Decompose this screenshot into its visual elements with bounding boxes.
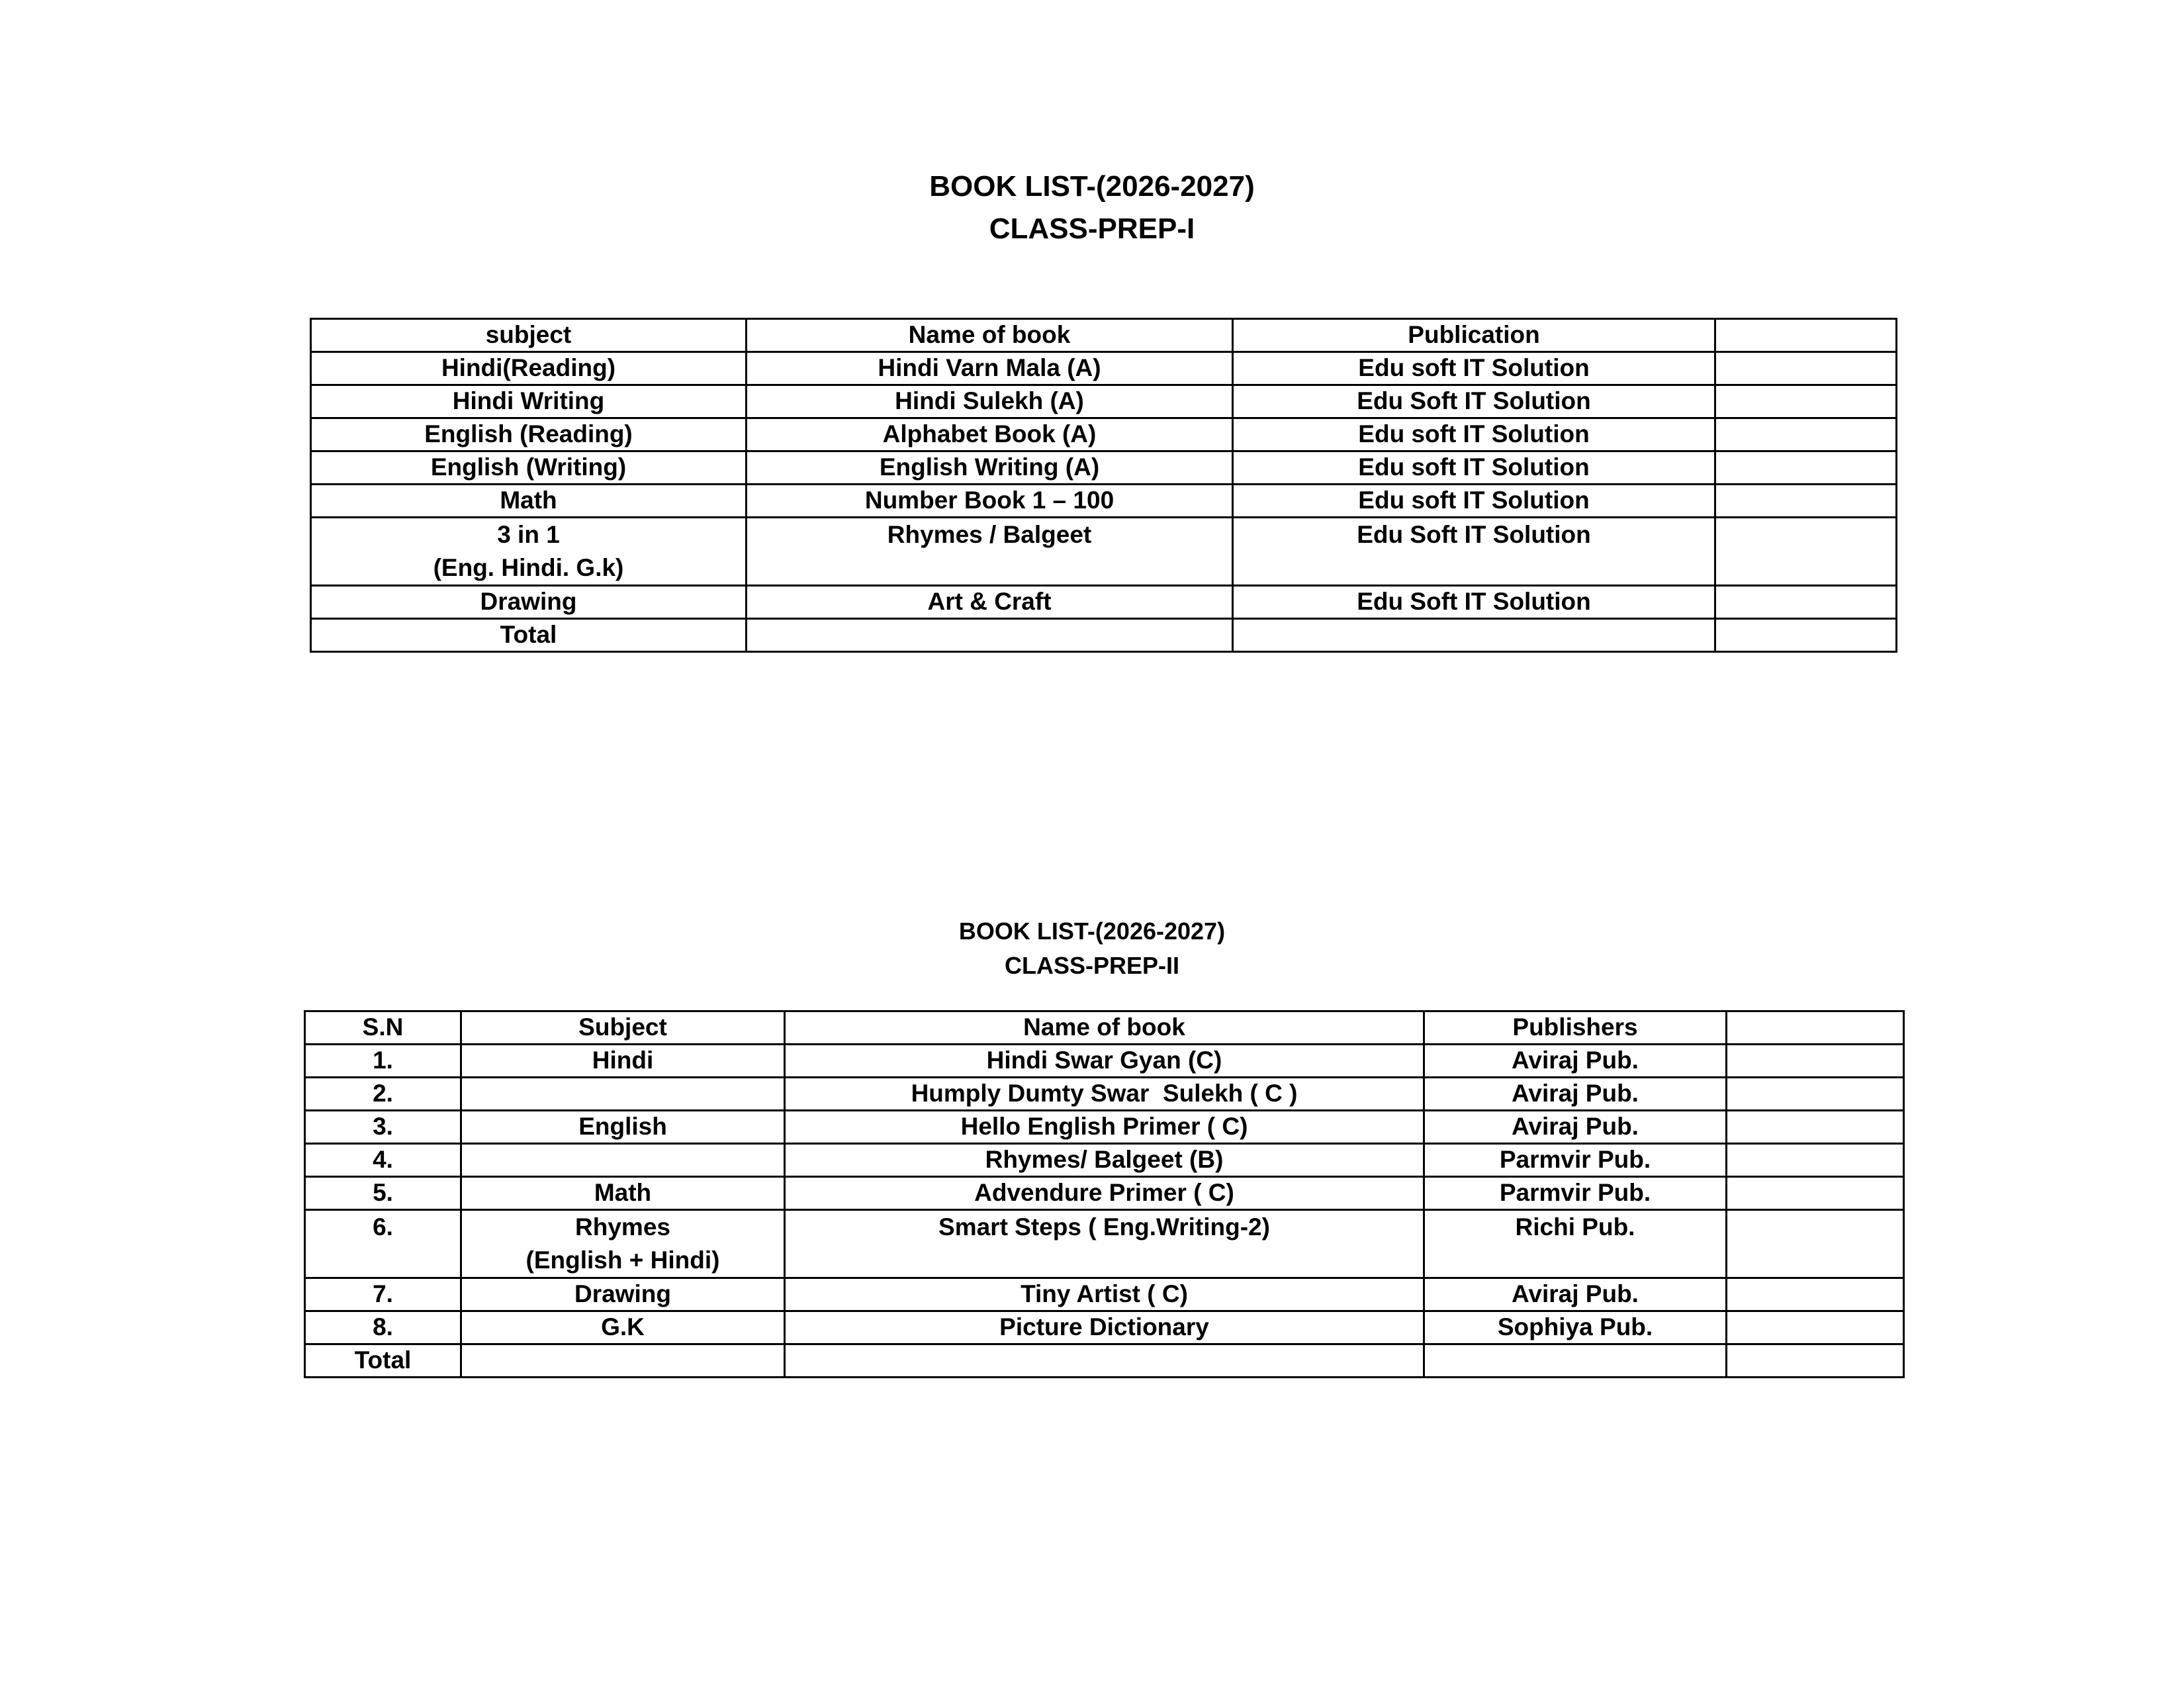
cell-book-name: Rhymes / Balgeet (747, 518, 1233, 586)
header-serial: S.N (305, 1011, 461, 1045)
cell-blank (1233, 619, 1715, 652)
table-row (305, 1210, 1904, 1278)
cell-publication: Edu soft IT Solution (1233, 485, 1715, 518)
cell-blank (1715, 352, 1897, 385)
cell-blank (1727, 1045, 1904, 1078)
header-blank (1715, 319, 1897, 352)
table-row (305, 1111, 1904, 1144)
cell-blank (1727, 1177, 1904, 1210)
cell-serial: 5. (305, 1177, 461, 1210)
cell-book-name: Art & Craft (747, 586, 1233, 619)
cell-subject: Hindi Writing (311, 385, 747, 418)
cell-book-name: Advendure Primer ( C) (785, 1177, 1424, 1210)
header-book-name: Name of book (785, 1011, 1424, 1045)
table-row (311, 451, 1897, 485)
table-row (305, 1045, 1904, 1078)
header-subject: subject (311, 319, 747, 352)
cell-total-label: Total (311, 619, 747, 652)
cell-total-label: Total (305, 1344, 461, 1378)
cell-book-name: Number Book 1 – 100 (747, 485, 1233, 518)
cell-subject: 3 in 1 (Eng. Hindi. G.k) (311, 518, 747, 586)
book-list-2-class: CLASS-PREP-II (1004, 952, 1180, 979)
table-header-row (305, 1011, 1904, 1045)
cell-blank (1715, 451, 1897, 485)
cell-subject (461, 1144, 785, 1177)
book-list-2-heading (0, 917, 2184, 986)
book-list-2-table (304, 1010, 1905, 1378)
cell-book-name: Smart Steps ( Eng.Writing-2) (785, 1210, 1424, 1278)
cell-book-name: Hindi Swar Gyan (C) (785, 1045, 1424, 1078)
table-row (305, 1278, 1904, 1311)
cell-publisher: Parmvir Pub. (1424, 1177, 1727, 1210)
cell-blank (1727, 1078, 1904, 1111)
cell-blank (1715, 385, 1897, 418)
cell-serial: 7. (305, 1278, 461, 1311)
cell-book-name: Tiny Artist ( C) (785, 1278, 1424, 1311)
cell-publisher: Richi Pub. (1424, 1210, 1727, 1278)
cell-subject: English (Writing) (311, 451, 747, 485)
header-subject: Subject (461, 1011, 785, 1045)
total-row (311, 619, 1897, 652)
cell-blank (1727, 1311, 1904, 1344)
cell-blank (785, 1344, 1424, 1378)
cell-serial: 4. (305, 1144, 461, 1177)
cell-book-name: Rhymes/ Balgeet (B) (785, 1144, 1424, 1177)
header-book-name: Name of book (747, 319, 1233, 352)
table-row (305, 1177, 1904, 1210)
cell-blank (1727, 1111, 1904, 1144)
cell-blank (1715, 485, 1897, 518)
cell-blank (1715, 518, 1897, 586)
cell-publisher: Sophiya Pub. (1424, 1311, 1727, 1344)
cell-blank (1727, 1278, 1904, 1311)
table-row (311, 518, 1897, 586)
book-list-1-title: BOOK LIST-(2026-2027) (929, 170, 1255, 203)
cell-blank (1727, 1144, 1904, 1177)
cell-subject: English (461, 1111, 785, 1144)
cell-book-name: Alphabet Book (A) (747, 418, 1233, 451)
cell-blank (1715, 586, 1897, 619)
cell-serial: 2. (305, 1078, 461, 1111)
cell-book-name: Hindi Varn Mala (A) (747, 352, 1233, 385)
header-publication: Publication (1233, 319, 1715, 352)
table-row (305, 1144, 1904, 1177)
cell-subject: Drawing (311, 586, 747, 619)
cell-book-name: Hindi Sulekh (A) (747, 385, 1233, 418)
cell-blank (1715, 418, 1897, 451)
cell-publication: Edu soft IT Solution (1233, 451, 1715, 485)
table-row (311, 352, 1897, 385)
cell-publication: Edu Soft IT Solution (1233, 518, 1715, 586)
cell-book-name: Hello English Primer ( C) (785, 1111, 1424, 1144)
table-row (311, 385, 1897, 418)
cell-publisher: Aviraj Pub. (1424, 1078, 1727, 1111)
cell-subject (461, 1078, 785, 1111)
cell-blank (1727, 1344, 1904, 1378)
cell-serial: 8. (305, 1311, 461, 1344)
cell-serial: 1. (305, 1045, 461, 1078)
cell-publication: Edu soft IT Solution (1233, 352, 1715, 385)
cell-publisher: Aviraj Pub. (1424, 1278, 1727, 1311)
cell-publisher: Aviraj Pub. (1424, 1111, 1727, 1144)
table-row (311, 586, 1897, 619)
cell-subject: G.K (461, 1311, 785, 1344)
table-row (311, 418, 1897, 451)
cell-serial: 3. (305, 1111, 461, 1144)
cell-blank (461, 1344, 785, 1378)
cell-publisher: Aviraj Pub. (1424, 1045, 1727, 1078)
cell-subject: Hindi (461, 1045, 785, 1078)
cell-publication: Edu Soft IT Solution (1233, 586, 1715, 619)
cell-subject: Rhymes (English + Hindi) (461, 1210, 785, 1278)
cell-subject: Drawing (461, 1278, 785, 1311)
book-list-1-heading (0, 169, 2184, 254)
cell-blank (1727, 1210, 1904, 1278)
table-row (305, 1078, 1904, 1111)
cell-subject: Hindi(Reading) (311, 352, 747, 385)
total-row (305, 1344, 1904, 1378)
book-list-1-table (310, 318, 1897, 653)
cell-serial: 6. (305, 1210, 461, 1278)
cell-book-name: Humply Dumty Swar Sulekh ( C ) (785, 1078, 1424, 1111)
cell-blank (1424, 1344, 1727, 1378)
cell-publication: Edu Soft IT Solution (1233, 385, 1715, 418)
table-header-row (311, 319, 1897, 352)
table-row (311, 485, 1897, 518)
cell-publication: Edu soft IT Solution (1233, 418, 1715, 451)
cell-publisher: Parmvir Pub. (1424, 1144, 1727, 1177)
cell-subject: English (Reading) (311, 418, 747, 451)
header-publishers: Publishers (1424, 1011, 1727, 1045)
cell-blank (1715, 619, 1897, 652)
cell-subject: Math (461, 1177, 785, 1210)
cell-subject: Math (311, 485, 747, 518)
book-list-1-class: CLASS-PREP-I (989, 212, 1195, 245)
cell-book-name: English Writing (A) (747, 451, 1233, 485)
table-row (305, 1311, 1904, 1344)
book-list-2-title: BOOK LIST-(2026-2027) (958, 917, 1226, 945)
cell-blank (747, 619, 1233, 652)
header-blank (1727, 1011, 1904, 1045)
cell-book-name: Picture Dictionary (785, 1311, 1424, 1344)
